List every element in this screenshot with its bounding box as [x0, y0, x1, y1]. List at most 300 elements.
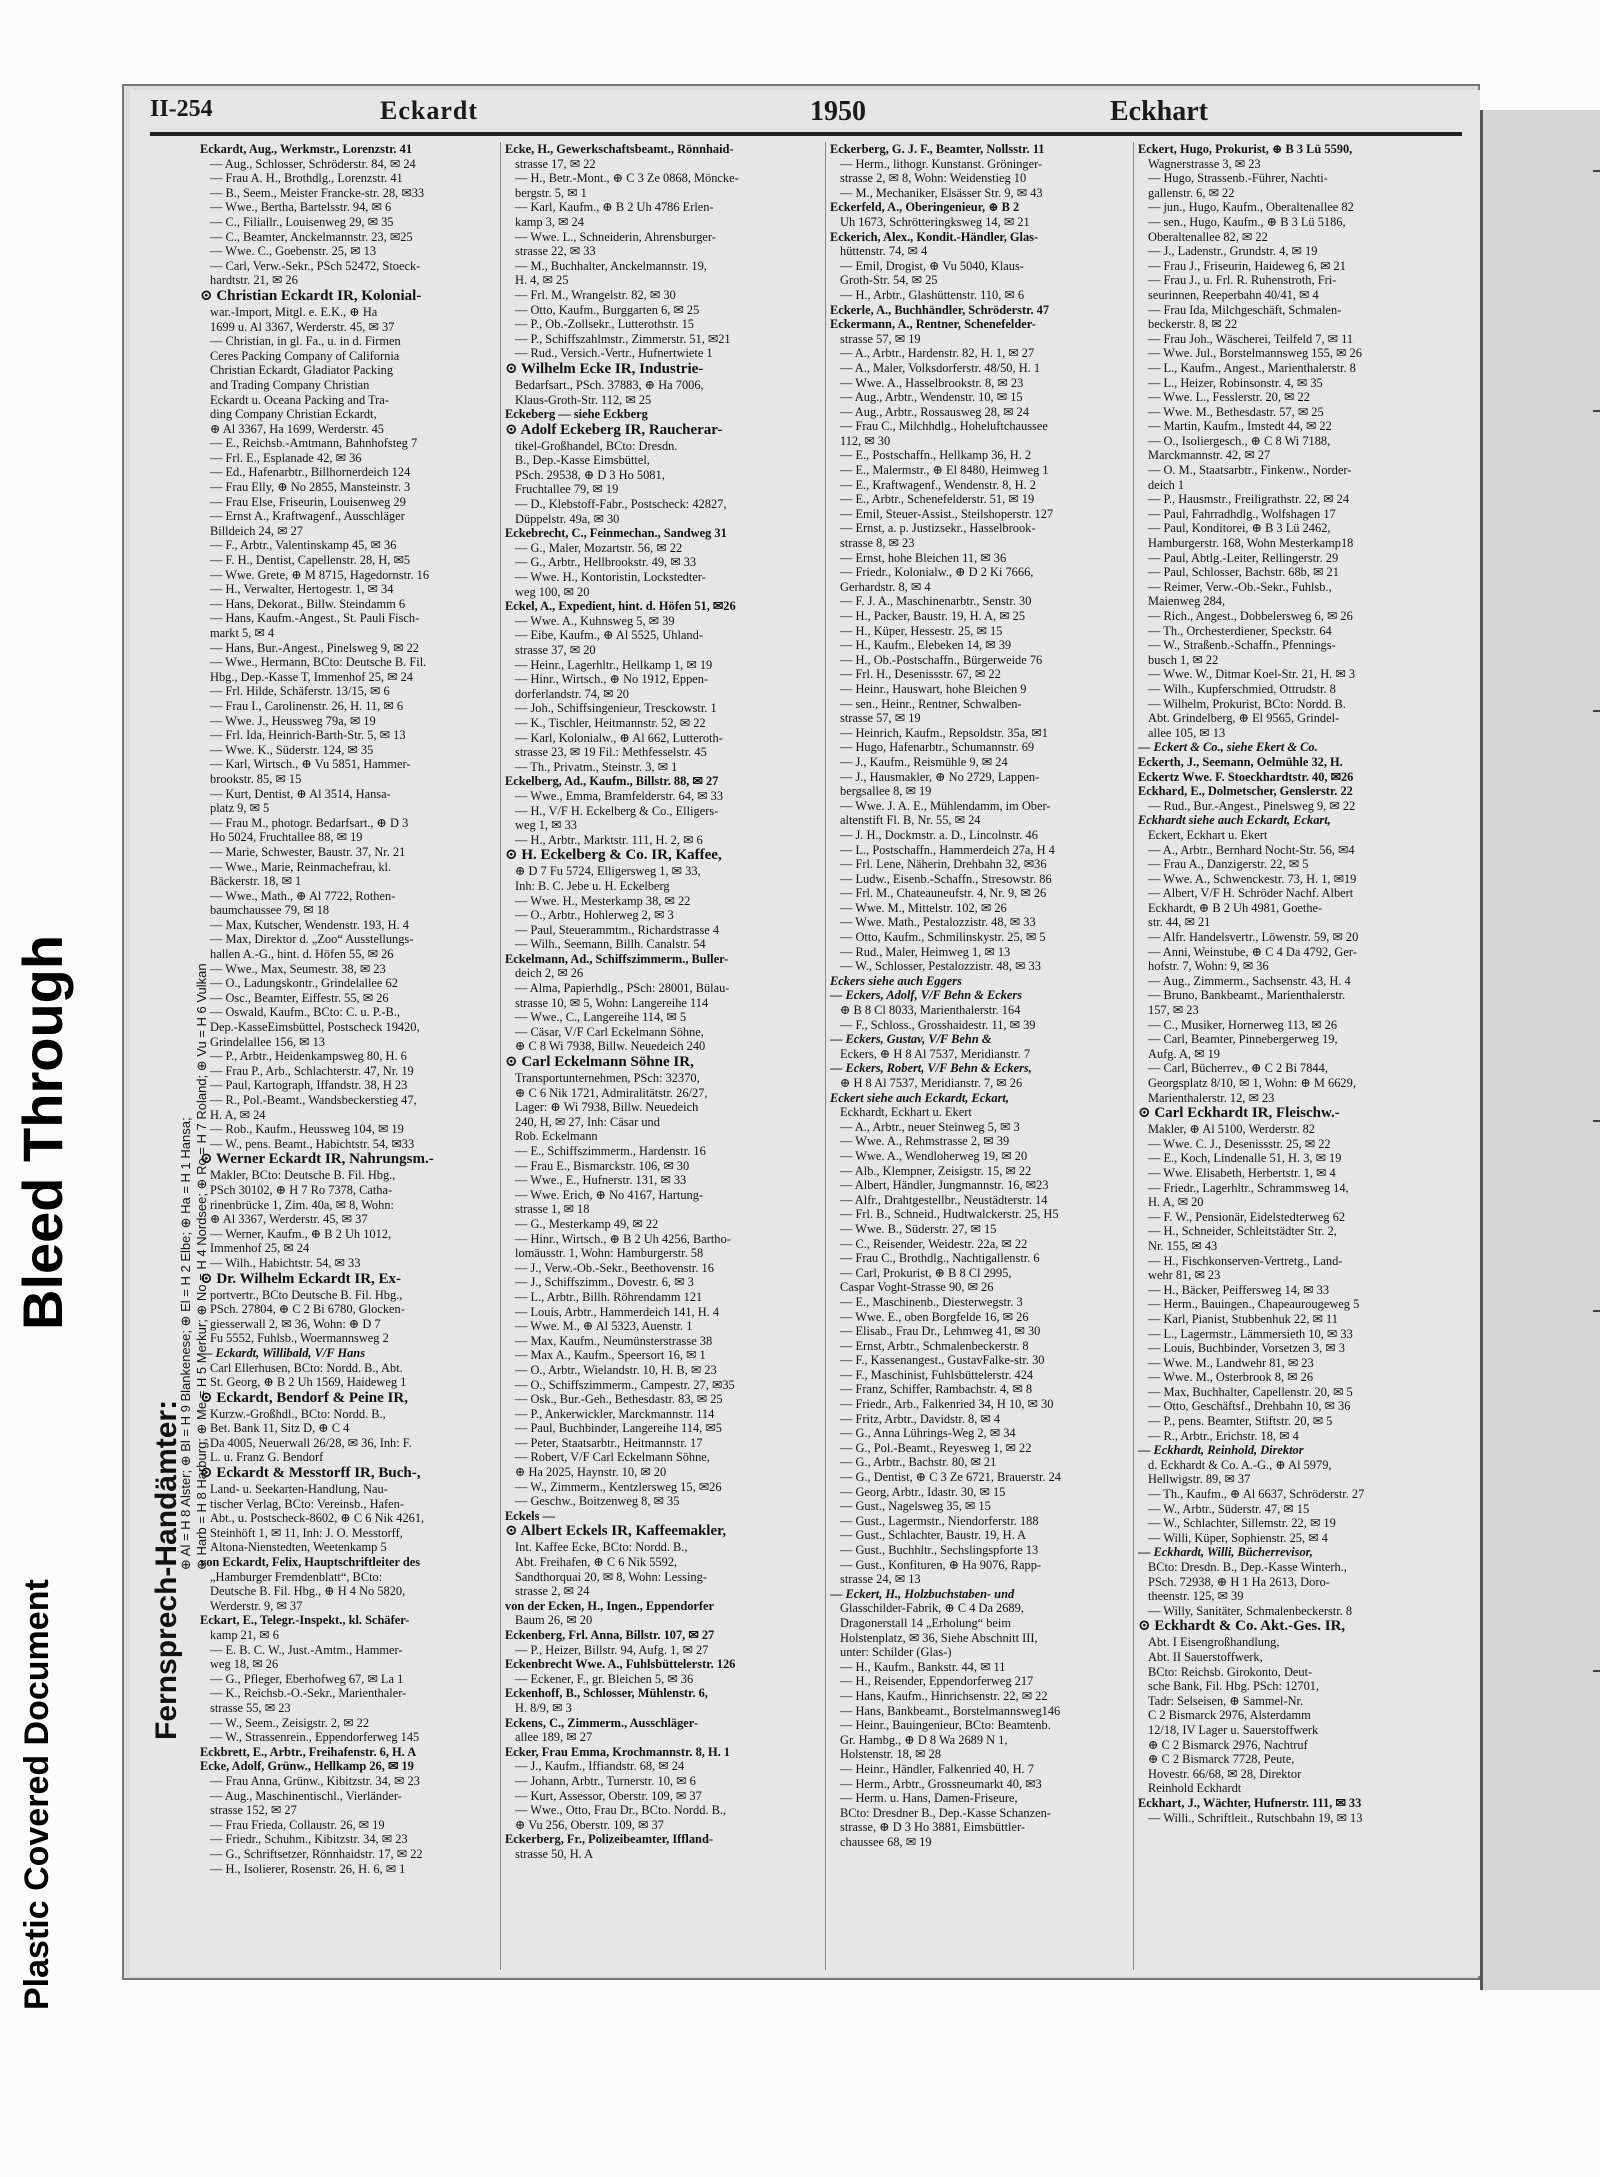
- directory-entry-line: — Gust., Lagermstr., Niendorferstr. 188: [840, 1513, 1039, 1528]
- directory-entry-line: — H., Kaufm., Bankstr. 44, ✉ 11: [840, 1659, 1006, 1674]
- directory-entry-line: strasse 24, ✉ 13: [840, 1572, 921, 1587]
- directory-entry-line: Eckerberg, G. J. F., Beamter, Nollsstr. 11: [830, 142, 1045, 156]
- directory-entry-line: PSch. 29538, ⊕ D 3 Ho 5081,: [515, 467, 665, 482]
- directory-entry-line: Eckhardt siehe auch Eckardt, Eckart,: [1138, 813, 1331, 828]
- directory-entry-line: Eckhart, J., Wächter, Hufnerstr. 111, ✉ 33: [1138, 1795, 1362, 1810]
- directory-entry-line: Hbg., Dep.-Kasse T, Immenhof 25, ✉ 24: [210, 669, 413, 684]
- directory-entry-line: Land- u. Seekarten-Handlung, Nau-: [210, 1482, 388, 1497]
- directory-entry-line: — Herm., lithogr. Kunstanst. Gröninger-: [840, 156, 1043, 171]
- directory-entry-line: — Kurt, Assessor, Oberstr. 109, ✉ 37: [515, 1788, 702, 1803]
- directory-entry-line: strasse 50, H. A: [515, 1846, 594, 1861]
- directory-entry-line: Eckeberg — siehe Eckberg: [505, 407, 648, 422]
- phone-legend-line: ⊕ Harb = H 8 Harburg; ⊕ Me = H 5 Merkur; ⊕ No = H 4 Nordsee; ⊕ Ro = H 7 Roland; ⊕ Vu = H 6 Vulkan: [194, 963, 209, 1570]
- directory-entry-line: — Wwe. M., Bethesdastr. 57, ✉ 25: [1148, 404, 1324, 419]
- directory-entry-line: — sen., Heinr., Rentner, Schwalben-: [840, 696, 1022, 711]
- directory-entry-line: strasse 10, ✉ 5, Wohn: Langereihe 114: [515, 995, 709, 1010]
- directory-entry-line: — Emil, Drogist, ⊕ Vu 5040, Klaus-: [840, 258, 1024, 273]
- firm-entry: ⊙ H. Eckelberg & Co. IR, Kaffee,: [505, 847, 722, 864]
- directory-entry-line: — O., Isoliergesch., ⊕ C 8 Wi 7188,: [1148, 433, 1331, 448]
- directory-entry-line: — O., Arbtr., Wielandstr. 10, H. B, ✉ 23: [515, 1362, 717, 1377]
- firm-entry: ⊙ Dr. Wilhelm Eckardt IR, Ex-: [200, 1270, 402, 1287]
- directory-entry-line: — H., Bäcker, Peiffersweg 14, ✉ 33: [1148, 1282, 1330, 1297]
- directory-entry-line: strasse 37, ✉ 20: [515, 643, 596, 657]
- column-divider: [1133, 142, 1134, 1970]
- directory-entry-line: — Eckhardt, Willi, Bücherrevisor,: [1138, 1545, 1313, 1560]
- directory-entry-line: — E., Reichsb.-Amtmann, Bahnhofsteg 7: [210, 436, 418, 451]
- directory-entry-line: — O., Ladungskontr., Grindelallee 62: [210, 976, 398, 991]
- directory-entry-line: — Wwe. Grete, ⊕ M 8715, Hagedornstr. 16: [210, 567, 430, 582]
- directory-entry-line: Ecke, H., Gewerkschaftsbeamt., Rönnhaid-: [505, 142, 734, 156]
- directory-entry-line: — F. W., Pensionär, Eidelstedterweg 62: [1148, 1209, 1346, 1224]
- directory-entry-line: — Gust., Schlachter, Baustr. 19, H. A: [840, 1528, 1027, 1543]
- directory-entry-line: gallenstr. 6, ✉ 22: [1148, 185, 1235, 200]
- directory-entry-line: — Th., Privatm., Steinstr. 3, ✉ 1: [515, 759, 678, 774]
- directory-entry-line: — F., Maschinist, Fuhlsbüttelerstr. 424: [840, 1367, 1034, 1382]
- directory-entry-line: — Heinr., Bauingenieur, BCto: Beamtenb.: [840, 1718, 1051, 1733]
- directory-entry-line: — Wwe. M., ⊕ Al 5323, Auenstr. 1: [515, 1319, 693, 1334]
- directory-entry-line: — Karl, Kaufm., ⊕ B 2 Uh 4786 Erlen-: [515, 200, 714, 215]
- directory-entry-line: — Wwe. M., Landwehr 81, ✉ 23: [1148, 1355, 1314, 1370]
- directory-entry-line: Kurzw.-Großhdl., BCto: Nordd. B.,: [210, 1406, 386, 1421]
- directory-entry-line: Altona-Nienstedten, Weetenkamp 5: [210, 1540, 387, 1555]
- directory-entry-line: — Wwe., Marie, Reinmachefrau, kl.: [210, 859, 392, 874]
- directory-entry-line: — Herm., Arbtr., Grossneumarkt 40, ✉3: [840, 1776, 1042, 1791]
- directory-entry-line: — Rud., Versich.-Vertr., Hufnertwiete 1: [515, 346, 713, 361]
- directory-entry-line: — H., Ob.-Postschaffn., Bürgerweide 76: [840, 652, 1043, 667]
- directory-entry-line: — Paul, Steuerammtm., Richardstrasse 4: [515, 922, 720, 937]
- directory-entry-line: strasse 22, ✉ 33: [515, 244, 596, 259]
- directory-entry-line: — A., Maler, Volksdorferstr. 48/50, H. 1: [840, 360, 1041, 375]
- directory-entry-line: Makler, BCto: Deutsche B. Fil. Hbg.,: [210, 1168, 396, 1183]
- directory-entry-line: bergsallee 8, ✉ 19: [840, 784, 932, 799]
- directory-entry-line: — D., Klebstoff-Fabr., Postscheck: 42827,: [515, 497, 727, 512]
- directory-entry-line: — Rud., Maler, Heimweg 1, ✉ 13: [840, 944, 1011, 959]
- directory-entry-line: Eckhardt, ⊕ B 2 Uh 4981, Goethe-: [1148, 900, 1323, 915]
- directory-entry-line: 240, H, ✉ 27, Inh: Cäsar und: [515, 1114, 660, 1129]
- directory-entry-line: Eckenberg, Frl. Anna, Billstr. 107, ✉ 27: [505, 1628, 715, 1642]
- directory-entry-line: — W., Schlachter, Sillemstr. 22, ✉ 19: [1148, 1516, 1336, 1531]
- directory-entry-line: ⊕ B 8 Cl 8033, Marienthalerstr. 164: [840, 1003, 1021, 1018]
- directory-entry-line: tikel-Großhandel, BCto: Dresdn.: [515, 438, 678, 453]
- firm-entry: ⊙ Albert Eckels IR, Kaffeemakler,: [505, 1523, 727, 1540]
- directory-entry-line: — J. H., Dockmstr. a. D., Lincolnstr. 46: [840, 827, 1038, 842]
- directory-entry-line: — Eckers, Robert, V/F Behn & Eckers,: [830, 1061, 1032, 1076]
- directory-entry-line: unter: Schilder (Glas-): [840, 1645, 952, 1660]
- directory-entry-line: — Wilh., Kupferschmied, Ottrudstr. 8: [1148, 681, 1336, 696]
- directory-entry-line: allee 105, ✉ 13: [1148, 725, 1226, 740]
- directory-entry-line: — W., Strassenrein., Eppendorferweg 145: [210, 1730, 420, 1745]
- directory-entry-line: — Wwe., Bertha, Bartelsstr. 94, ✉ 6: [210, 200, 392, 215]
- directory-entry-line: — H., Betr.-Mont., ⊕ C 3 Ze 0868, Möncke-: [515, 171, 739, 186]
- directory-entry-line: tischer Verlag, BCto: Vereinsb., Hafen-: [210, 1496, 404, 1511]
- directory-entry-line: Eckenhoff, B., Schlosser, Mühlenstr. 6,: [505, 1686, 708, 1701]
- directory-entry-line: — H., Küper, Hessestr. 25, ✉ 15: [840, 623, 1003, 638]
- directory-entry-line: — Anni, Weinstube, ⊕ C 4 Da 4792, Ger-: [1148, 944, 1357, 959]
- directory-entry-line: — Wwe. C. J., Desenissstr. 25, ✉ 22: [1148, 1136, 1331, 1151]
- directory-entry-line: platz 9, ✉ 5: [210, 801, 270, 816]
- directory-entry-line: Carl Ellerhusen, BCto: Nordd. B., Abt.: [210, 1360, 403, 1375]
- phone-legend-title: Fernsprech-Handämter:: [150, 1399, 183, 1740]
- directory-entry-line: — P., pens. Beamter, Stiftstr. 20, ✉ 5: [1148, 1414, 1333, 1429]
- directory-entry-line: — Eckers, Adolf, V/F Behn & Eckers: [830, 988, 1023, 1003]
- firm-entry: ⊙ Wilhelm Ecke IR, Industrie-: [505, 360, 704, 377]
- directory-entry-line: Klaus-Groth-Str. 112, ✉ 25: [515, 392, 652, 407]
- directory-entry-line: Eckerich, Alex., Kondit.-Händler, Glas-: [830, 229, 1039, 244]
- firm-entry: ⊙ Christian Eckardt IR, Kolonial-: [200, 287, 422, 304]
- directory-entry-line: — Hans, Dekorat., Billw. Steindamm 6: [210, 596, 406, 611]
- directory-entry-line: — F., Arbtr., Valentinskamp 45, ✉ 36: [210, 538, 397, 553]
- directory-entry-line: — Aug., Zimmerm., Sachsenstr. 43, H. 4: [1148, 973, 1351, 988]
- page-header: [150, 94, 1460, 130]
- directory-entry-line: Nr. 155, ✉ 43: [1148, 1238, 1218, 1253]
- directory-entry-line: — H., V/F H. Eckelberg & Co., Elligers-: [515, 803, 719, 818]
- bleed-through-label: Bleed Through: [11, 934, 74, 1330]
- directory-entry-line: — Louis, Arbtr., Hammerdeich 141, H. 4: [515, 1304, 720, 1319]
- directory-entry-line: Eckens, C., Zimmerm., Ausschläger-: [505, 1715, 698, 1730]
- directory-entry-line: — C., Reisender, Weidestr. 22a, ✉ 22: [840, 1236, 1028, 1251]
- directory-entry-line: BCto: Dresdner B., Dep.-Kasse Schanzen-: [840, 1805, 1051, 1820]
- directory-entry-line: — P., Ankerwickler, Marckmannstr. 114: [515, 1406, 715, 1421]
- directory-entry-line: — H., Arbtr., Marktstr. 111, H. 2, ✉ 6: [515, 832, 703, 847]
- directory-entry-line: — Eckener, F., gr. Bleichen 5, ✉ 36: [515, 1671, 694, 1686]
- header-right-word: Eckhart: [1110, 96, 1208, 127]
- directory-entry-line: Baum 26, ✉ 20: [515, 1613, 593, 1628]
- directory-entry-line: giesserwall 2, ✉ 36, Wohn: ⊕ D 7: [210, 1316, 381, 1331]
- directory-entry-line: Ecke, Adolf, Grünw., Hellkamp 26, ✉ 19: [200, 1759, 414, 1774]
- directory-entry-line: — Heinrich, Kaufm., Repsoldstr. 35a, ✉1: [840, 725, 1048, 740]
- directory-entry-line: Eckerberg, Fr., Polizeibeamter, Iffland-: [505, 1832, 713, 1847]
- directory-entry-line: Rob. Eckelmann: [515, 1129, 598, 1144]
- firm-entry: ⊙ Adolf Eckeberg IR, Raucherar-: [505, 421, 723, 438]
- directory-entry-line: strasse 55, ✉ 23: [210, 1700, 291, 1715]
- directory-entry-line: — E. B. C. W., Just.-Amtm., Hammer-: [210, 1642, 403, 1657]
- directory-entry-line: ⊕ Vu 256, Oberstr. 109, ✉ 37: [515, 1817, 664, 1832]
- directory-entry-line: — L., Kaufm., Angest., Marienthalerstr. 8: [1148, 360, 1356, 375]
- directory-entry-line: — Herm., Bauingen., Chapeaurougeweg 5: [1148, 1297, 1360, 1312]
- directory-entry-line: — Max, Kaufm., Neumünsterstrasse 38: [515, 1333, 713, 1348]
- directory-entry-line: — W., pens. Beamt., Habichtstr. 54, ✉33: [210, 1136, 415, 1151]
- directory-entry-line: — Max, Kutscher, Wendenstr. 193, H. 4: [210, 917, 409, 932]
- directory-entry-line: — Wwe. K., Süderstr. 124, ✉ 35: [210, 742, 374, 757]
- directory-entry-line: — Robert, V/F Carl Eckelmann Söhne,: [515, 1450, 710, 1465]
- directory-entry-line: Eckart, E., Telegr.-Inspekt., kl. Schäfer-: [200, 1613, 410, 1628]
- directory-entry-line: — H., Schneider, Schleitstädter Str. 2,: [1148, 1224, 1337, 1239]
- directory-entry-line: Marienthalerstr. 12, ✉ 23: [1148, 1090, 1275, 1105]
- directory-entry-line: — C., Filiallr., Louisenweg 29, ✉ 35: [210, 214, 394, 229]
- directory-entry-line: — F. H., Dentist, Capellenstr. 28, H, ✉5: [210, 553, 411, 568]
- directory-entry-line: and Trading Company Christian: [210, 377, 370, 392]
- directory-entry-line: theenstr. 125, ✉ 39: [1148, 1589, 1244, 1604]
- directory-entry-line: Eckebrecht, C., Feinmechan., Sandweg 31: [505, 526, 727, 541]
- directory-entry-line: Deutsche B. Fil. Hbg., ⊕ H 4 No 5820,: [210, 1584, 406, 1599]
- directory-entry-line: altenstift Fl. B, Nr. 55, ✉ 24: [840, 813, 981, 828]
- directory-entry-line: — Rud., Bur.-Angest., Pinelsweg 9, ✉ 22: [1148, 798, 1356, 813]
- directory-entry-line: — Wwe. A., Schwenckestr. 73, H. 1, ✉19: [1148, 871, 1357, 886]
- directory-entry-line: — Frau C., Milchhdlg., Hoheluftchaussee: [840, 419, 1048, 434]
- directory-entry-line: — Ludw., Eisenb.-Schaffn., Stresowstr. 86: [840, 871, 1052, 886]
- directory-entry-line: Bet. Bank 11, Sitz D, ⊕ C 4: [210, 1421, 350, 1436]
- directory-entry-line: — Peter, Staatsarbtr., Heitmannstr. 17: [515, 1435, 703, 1450]
- directory-entry-line: — G., Schriftsetzer, Rönnhaidstr. 17, ✉ 22: [210, 1846, 423, 1861]
- directory-entry-line: — Wwe. Jul., Borstelmannsweg 155, ✉ 26: [1148, 346, 1362, 361]
- directory-entry-line: allee 189, ✉ 27: [515, 1730, 593, 1745]
- directory-entry-line: Eckbrett, E., Arbtr., Freihafenstr. 6, H. A: [200, 1744, 417, 1759]
- directory-entry-line: — Heinr., Hauswart, hohe Bleichen 9: [840, 681, 1027, 696]
- directory-entry-line: — Paul, Kartograph, Iffandstr. 38, H 23: [210, 1078, 408, 1093]
- directory-entry-line: — Paul, Abtlg.-Leiter, Rellingerstr. 29: [1148, 550, 1339, 565]
- directory-entry-line: — Hans, Kaufm., Hinrichsenstr. 22, ✉ 22: [840, 1688, 1048, 1703]
- phone-exchange-legend: [150, 963, 209, 1770]
- directory-entry-line: — Aug., Arbtr., Wendenstr. 10, ✉ 15: [840, 390, 1023, 405]
- directory-entry-line: Ceres Packing Company of California: [210, 348, 400, 363]
- directory-entry-line: — Max, Buchhalter, Capellenstr. 20, ✉ 5: [1148, 1384, 1353, 1399]
- directory-entry-line: — W., Schlosser, Pestalozzistr. 48, ✉ 33: [840, 959, 1041, 974]
- directory-entry-line: — Aug., Maschinentischl., Vierländer-: [210, 1788, 402, 1803]
- directory-entry-line: von der Ecken, H., Ingen., Eppendorfer: [505, 1598, 715, 1613]
- directory-entry-line: Ecker, Frau Emma, Krochmannstr. 8, H. 1: [505, 1744, 730, 1759]
- directory-entry-line: Steinhöft 1, ✉ 11, Inh: J. O. Messtorff,: [210, 1525, 403, 1540]
- directory-entry-line: — Otto, Geschäftsf., Drehbahn 10, ✉ 36: [1148, 1399, 1351, 1414]
- directory-entry-line: — Max, Direktor d. „Zoo“ Ausstellungs-: [210, 932, 414, 947]
- directory-entry-line: — Ernst, a. p. Justizsekr., Hasselbrook-: [840, 521, 1036, 536]
- directory-entry-line: Lager: ⊕ Wi 7938, Billw. Neuedeich: [515, 1100, 699, 1115]
- column-divider: [825, 142, 826, 1970]
- directory-entry-line: — Christian, in gl. Fa., u. in d. Firmen: [210, 334, 401, 349]
- directory-entry-line: — Heinr., Händler, Falkenried 40, H. 7: [840, 1761, 1034, 1776]
- directory-entry-line: Dragonerstall 14 „Erholung“ beim: [840, 1615, 1012, 1630]
- directory-entry-line: — K., Reichsb.-O.-Sekr., Marienthaler-: [210, 1686, 407, 1701]
- directory-entry-line: 112, ✉ 30: [840, 433, 891, 448]
- directory-entry-line: — G., Mesterkamp 49, ✉ 22: [515, 1216, 659, 1231]
- directory-entry-line: — Wwe. J., Heussweg 79a, ✉ 19: [210, 713, 376, 728]
- directory-entry-line: — Frau J., u. Frl. R. Ruhenstroth, Fri-: [1148, 273, 1337, 288]
- directory-entry-line: — Frau I., Carolinenstr. 26, H. 11, ✉ 6: [210, 698, 404, 713]
- firm-entry: ⊙ Eckardt, Bendorf & Peine IR,: [200, 1389, 408, 1406]
- directory-entry-line: Billdeich 24, ✉ 27: [210, 523, 303, 538]
- directory-entry-line: 157, ✉ 23: [1148, 1003, 1199, 1018]
- directory-entry-line: — Wwe., Emma, Bramfelderstr. 64, ✉ 33: [515, 788, 724, 803]
- directory-entry-line: Wagnerstrasse 3, ✉ 23: [1148, 156, 1261, 171]
- directory-entry-line: — Frau Else, Friseurin, Louisenweg 29: [210, 494, 406, 509]
- directory-entry-line: Oberaltenallee 82, ✉ 22: [1148, 229, 1268, 244]
- directory-entry-line: — Rob., Kaufm., Heussweg 104, ✉ 19: [210, 1122, 404, 1137]
- directory-page: [122, 84, 1480, 1980]
- directory-entry-line: ⊕ H 8 Al 7537, Meridianstr. 7, ✉ 26: [840, 1076, 1023, 1090]
- directory-entry-line: weg 100, ✉ 20: [515, 584, 590, 599]
- directory-entry-line: — Willi, Küper, Sophienstr. 25, ✉ 4: [1148, 1530, 1328, 1545]
- directory-entry-line: Holstenplatz, ✉ 36, Siehe Abschnitt III,: [840, 1630, 1038, 1645]
- directory-entry-line: — P., Schiffszahlmstr., Zimmerstr. 51, ✉21: [515, 331, 731, 346]
- directory-entry-line: — Frau Ida, Milchgeschäft, Schmalen-: [1148, 302, 1342, 317]
- directory-entry-line: — Wwe., Max, Seumestr. 38, ✉ 23: [210, 961, 386, 976]
- directory-entry-line: C 2 Bismarck 2976, Alsterdamm: [1148, 1708, 1311, 1723]
- directory-entry-line: — J., Kaufm., Iffiandstr. 68, ✉ 24: [515, 1759, 685, 1774]
- directory-entry-line: — Georg, Arbtr., Idastr. 30, ✉ 15: [840, 1484, 1006, 1499]
- directory-entry-line: — Frau Joh., Wäscherei, Teilfeld 7, ✉ 11: [1148, 331, 1354, 346]
- directory-entry-line: — Frau Elly, ⊕ No 2855, Mansteinstr. 3: [210, 480, 411, 495]
- directory-entry-line: — W., Arbtr., Süderstr. 47, ✉ 15: [1148, 1501, 1310, 1516]
- directory-entry-line: 1699 u. Al 3367, Werderstr. 45, ✉ 37: [210, 319, 395, 334]
- directory-entry-line: — P., Ob.-Zollsekr., Lutterothstr. 15: [515, 317, 694, 332]
- directory-entry-line: — Frl. Lene, Näherin, Drehbahn 32, ✉36: [840, 857, 1047, 872]
- directory-entry-line: — G., Pfleger, Eberhofweg 67, ✉ La 1: [210, 1671, 404, 1686]
- firm-entry: ⊙ Eckardt & Messtorff IR, Buch-,: [200, 1465, 421, 1482]
- directory-entry-line: — Wwe. E., oben Borgfelde 16, ✉ 26: [840, 1309, 1029, 1324]
- directory-entry-line: Eckerth, J., Seemann, Oelmühle 32, H.: [1138, 754, 1343, 769]
- directory-entry-line: Bäckerstr. 18, ✉ 1: [210, 874, 302, 889]
- directory-entry-line: — Herm. u. Hans, Damen-Friseure,: [840, 1791, 1018, 1806]
- page-number: II-254: [150, 96, 213, 122]
- directory-entry-line: — W., Zimmerm., Kentzlersweg 15, ✉26: [515, 1479, 722, 1494]
- directory-entry-line: — A., Arbtr., Bernhard Nocht-Str. 56, ✉4: [1148, 842, 1355, 857]
- directory-entry-line: Eckers, ⊕ H 8 Al 7537, Meridianstr. 7: [840, 1046, 1031, 1061]
- directory-entry-line: — Reimer, Verw.-Ob.-Sekr., Fuhlsb.,: [1148, 579, 1332, 594]
- directory-entry-line: Eckels —: [505, 1508, 555, 1523]
- directory-entry-line: Hovestr. 66/68, ✉ 28, Direktor: [1148, 1766, 1302, 1781]
- directory-entry-line: — Frl. B., Schneid., Hudtwalckerstr. 25, H5: [840, 1207, 1059, 1222]
- directory-entry-line: — Aug., Arbtr., Rossausweg 28, ✉ 24: [840, 404, 1030, 419]
- directory-entry-line: — G., Arbtr., Hellbrookstr. 49, ✉ 33: [515, 555, 697, 570]
- directory-entry-line: — E., Koch, Lindenalle 51, H. 3, ✉ 19: [1148, 1151, 1342, 1166]
- directory-entry-line: PSch. 72938, ⊕ H 1 Ha 2613, Doro-: [1148, 1574, 1330, 1589]
- directory-entry-line: ⊕ D 7 Fu 5724, Elligersweg 1, ✉ 33,: [515, 864, 701, 879]
- directory-entry-line: strasse 2, ✉ 24: [515, 1584, 590, 1599]
- directory-entry-line: Eckerfeld, A., Oberingenieur, ⊕ B 2: [830, 200, 1020, 215]
- directory-entry-line: — Frau E., Bismarckstr. 106, ✉ 30: [515, 1158, 690, 1173]
- directory-entry-line: — F. J. A., Maschinenarbtr., Senstr. 30: [840, 594, 1032, 609]
- directory-entry-line: — Heinr., Lagerhltr., Hellkamp 1, ✉ 19: [515, 657, 713, 672]
- directory-entry-line: — Carl, Bücherrev., ⊕ C 2 Bi 7844,: [1148, 1061, 1328, 1076]
- directory-entry-line: — Max A., Kaufm., Speersort 16, ✉ 1: [515, 1348, 706, 1363]
- directory-entry-line: Eckert, Hugo, Prokurist, ⊕ B 3 Lü 5590,: [1138, 142, 1353, 156]
- directory-entry-line: H. 8/9, ✉ 3: [515, 1700, 572, 1715]
- header-left-word: Eckardt: [380, 96, 478, 125]
- directory-entry-line: — Alfr., Drahtgestellbr., Neustädterstr. 14: [840, 1192, 1048, 1207]
- directory-entry-line: Christian Eckardt, Gladiator Packing: [210, 363, 394, 378]
- directory-entry-line: Eckel, A., Expedient, hint. d. Höfen 51, ✉26: [505, 599, 736, 614]
- directory-entry-line: Int. Kaffee Ecke, BCto: Nordd. B.,: [515, 1540, 688, 1555]
- directory-entry-line: — Bruno, Bankbeamt., Marienthalerstr.: [1148, 988, 1346, 1003]
- directory-entry-line: Tadr: Selseisen, ⊕ Sammel-Nr.: [1148, 1693, 1304, 1708]
- directory-entry-line: Düppelstr. 49a, ✉ 30: [515, 511, 620, 526]
- directory-column-3: [830, 142, 1120, 1849]
- directory-entry-line: — Frau A., Danzigerstr. 22, ✉ 5: [1148, 857, 1309, 872]
- directory-entry-line: — Wwe. H., Mesterkamp 38, ✉ 22: [515, 893, 691, 908]
- directory-entry-line: — O., Arbtr., Hohlerweg 2, ✉ 3: [515, 908, 674, 923]
- directory-entry-line: strasse 8, ✉ 23: [840, 536, 915, 551]
- directory-entry-line: — Kurt, Dentist, ⊕ Al 3514, Hansa-: [210, 786, 391, 801]
- directory-entry-line: — Willi., Schriftleit., Rutschbahn 19, ✉ 13: [1148, 1810, 1363, 1825]
- directory-entry-line: — Fritz, Arbtr., Davidstr. 8, ✉ 4: [840, 1411, 1001, 1426]
- directory-entry-line: Reinhold Eckhardt: [1148, 1781, 1242, 1796]
- directory-entry-line: — Osk., Bur.-Geh., Bethesdastr. 83, ✉ 25: [515, 1392, 723, 1407]
- directory-entry-line: hüttenstr. 74, ✉ 4: [840, 244, 928, 259]
- directory-entry-line: — Alb., Klempner, Zeisigstr. 15, ✉ 22: [840, 1163, 1032, 1178]
- directory-entry-line: — E., Postschaffn., Hellkamp 36, H. 2: [840, 448, 1032, 463]
- directory-entry-line: — L., Heizer, Robinsonstr. 4, ✉ 35: [1148, 375, 1323, 390]
- directory-entry-line: BCto: Dresdn. B., Dep.-Kasse Winterh.,: [1148, 1560, 1347, 1574]
- directory-entry-line: — Hugo, Strassenb.-Führer, Nachti-: [1148, 171, 1328, 186]
- directory-entry-line: Eckelberg, Ad., Kaufm., Billstr. 88, ✉ 27: [505, 774, 719, 789]
- column-divider: [500, 142, 501, 1970]
- directory-entry-line: Eckers siehe auch Eggers: [830, 973, 962, 988]
- firm-entry: ⊙ Eckhardt & Co. Akt.-Ges. IR,: [1138, 1618, 1346, 1635]
- directory-column-4: [1138, 142, 1443, 1825]
- directory-entry-line: — Frau C., Brothdlg., Nachtigallenstr. 6: [840, 1251, 1040, 1266]
- directory-entry-line: — W., Straßenb.-Schaffn., Pfennings-: [1148, 638, 1336, 653]
- directory-entry-line: — Ernst, Arbtr., Schmalenbeckerstr. 8: [840, 1338, 1029, 1353]
- directory-entry-line: — J., Hausmakler, ⊕ No 2729, Lappen-: [840, 769, 1040, 784]
- directory-entry-line: — Friedr., Kolonialw., ⊕ D 2 Ki 7666,: [840, 565, 1034, 580]
- directory-entry-line: Fu 5552, Fuhlsb., Woermannsweg 2: [210, 1331, 389, 1346]
- directory-entry-line: H. A, ✉ 24: [210, 1107, 266, 1122]
- directory-entry-line: Sandthorquai 20, ✉ 8, Wohn: Lessing-: [515, 1569, 707, 1584]
- directory-entry-line: — L., Arbtr., Billh. Röhrendamm 121: [515, 1289, 703, 1304]
- directory-entry-line: — Frau Anna, Grünw., Kibitzstr. 34, ✉ 23: [210, 1773, 420, 1788]
- directory-entry-line: „Hamburger Fremdenblatt“, BCto:: [210, 1569, 383, 1584]
- directory-entry-line: — Ernst, hohe Bleichen 11, ✉ 36: [840, 550, 1007, 565]
- directory-entry-line: str. 44, ✉ 21: [1148, 915, 1211, 930]
- directory-entry-line: — F., Kassenangest., GustavFalke-str. 30: [840, 1353, 1045, 1368]
- directory-entry-line: — Gust., Nagelsweg 35, ✉ 15: [840, 1499, 991, 1514]
- directory-entry-line: Eckardt, Aug., Werkmstr., Lorenzstr. 41: [200, 142, 413, 156]
- directory-entry-line: kamp 21, ✉ 6: [210, 1628, 279, 1642]
- directory-entry-line: — Frl. M., Chateauneufstr. 4, Nr. 9, ✉ 26: [840, 886, 1047, 901]
- directory-entry-line: — Hans, Bur.-Angest., Pinelsweg 9, ✉ 22: [210, 640, 419, 655]
- directory-entry-line: — Gust., Buchhltr., Sechslingspforte 13: [840, 1543, 1039, 1557]
- directory-entry-line: — Wwe. J. A. E., Mühlendamm, im Ober-: [840, 798, 1051, 813]
- directory-entry-line: — H., Isolierer, Rosenstr. 26, H. 6, ✉ 1: [210, 1861, 406, 1876]
- directory-entry-line: — Wwe., Otto, Frau Dr., BCto. Nordd. B.,: [515, 1803, 727, 1818]
- directory-entry-line: Eckhardt, Eckhart u. Ekert: [840, 1105, 972, 1120]
- directory-entry-line: Grindelallee 156, ✉ 13: [210, 1034, 325, 1049]
- directory-entry-line: seurinnen, Reeperbahn 40/41, ✉ 4: [1148, 287, 1319, 302]
- directory-entry-line: — Wwe. A., Hasselbrookstr. 8, ✉ 23: [840, 375, 1024, 390]
- directory-entry-line: Eckardt u. Oceana Packing and Tra-: [210, 392, 389, 407]
- directory-entry-line: Abt. II Sauerstoffwerk,: [1148, 1649, 1263, 1664]
- directory-entry-line: Georgsplatz 8/10, ✉ 1, Wohn: ⊕ M 6629,: [1148, 1076, 1356, 1090]
- scanner-label-strip: [0, 830, 80, 2010]
- directory-entry-line: — E., Malermstr., ⊕ El 8480, Heimweg 1: [840, 463, 1049, 478]
- directory-entry-line: — Franz, Schiffer, Rambachstr. 4, ✉ 8: [840, 1382, 1033, 1397]
- directory-entry-line: — Wilh., Habichtstr. 54, ✉ 33: [210, 1255, 361, 1270]
- directory-entry-line: — K., Tischler, Heitmannstr. 52, ✉ 22: [515, 715, 706, 730]
- directory-entry-line: Marckmannstr. 42, ✉ 27: [1148, 448, 1271, 463]
- directory-entry-line: hofstr. 7, Wohn: 9, ✉ 36: [1148, 959, 1269, 974]
- directory-entry-line: — Frau P., Arb., Schlachterstr. 47, Nr. 19: [210, 1063, 414, 1078]
- directory-entry-line: strasse, ⊕ D 3 Ho 3881, Eimsbüttler-: [840, 1820, 1025, 1835]
- directory-entry-line: Dep.-KasseEimsbüttel, Postscheck 19420,: [210, 1020, 420, 1035]
- directory-entry-line: — Wwe. Erich, ⊕ No 4167, Hartung-: [515, 1187, 704, 1202]
- plastic-covered-label: Plastic Covered Document: [18, 1579, 56, 2010]
- directory-entry-line: lomäusstr. 1, Wohn: Hamburgerstr. 58: [515, 1246, 704, 1261]
- directory-entry-line: Groth-Str. 54, ✉ 25: [840, 273, 938, 288]
- directory-entry-line: — G., Arbtr., Bachstr. 80, ✉ 21: [840, 1455, 997, 1470]
- directory-entry-line: — Paul, Fahrradhdlg., Wolfshagen 17: [1148, 506, 1336, 521]
- directory-entry-line: — C., Musiker, Hornerweg 113, ✉ 26: [1148, 1017, 1338, 1032]
- directory-entry-line: — Hans, Kaufm.-Angest., St. Pauli Fisch-: [210, 611, 420, 626]
- directory-entry-line: Eckelmann, Ad., Schiffszimmerm., Buller-: [505, 951, 729, 966]
- directory-entry-line: — Frl. E., Esplanade 42, ✉ 36: [210, 450, 362, 465]
- directory-entry-line: — Hugo, Hafenarbtr., Schumannstr. 69: [840, 740, 1035, 755]
- directory-entry-line: — Osc., Beamter, Eiffestr. 55, ✉ 26: [210, 990, 389, 1005]
- directory-entry-line: chaussee 68, ✉ 19: [840, 1834, 932, 1849]
- directory-entry-line: — F., Schloss., Grosshaidestr. 11, ✉ 39: [840, 1017, 1036, 1032]
- directory-entry-line: — Th., Orchesterdiener, Speckstr. 64: [1148, 623, 1332, 638]
- directory-entry-line: sche Bank, Fil. Hbg. PSch: 12701,: [1148, 1679, 1320, 1694]
- directory-entry-line: — jun., Hugo, Kaufm., Oberaltenallee 82: [1148, 200, 1354, 215]
- directory-entry-line: — Frau A. H., Brothdlg., Lorenzstr. 41: [210, 171, 403, 186]
